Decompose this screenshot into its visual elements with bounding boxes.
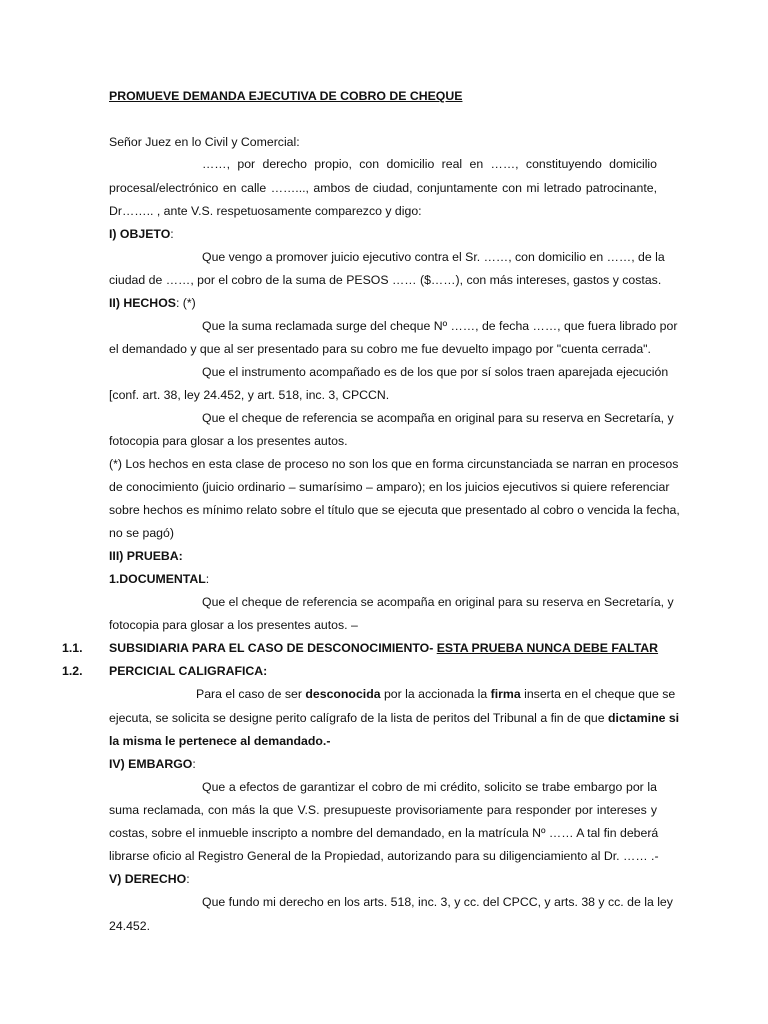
documental-heading — [109, 571, 657, 587]
hechos-line-4: [conf. art. 38, ley 24.452, y art. 518, inc. 3, CPCCN. — [109, 388, 390, 402]
hechos-line-2: el demandado y que al ser presentado para su cobro me fue devuelto impago por "cuenta cerrada". — [109, 342, 651, 356]
pericial-firma: firma — [490, 687, 521, 701]
hechos-line-5: Que el cheque de referencia se acompaña en original para su reserva en Secretaría, y — [202, 411, 674, 425]
item-1-1-text — [109, 640, 657, 656]
embargo-line-2: suma reclamada, con más la que V.S. presupueste provisoriamente para responder por intereses y — [109, 803, 657, 817]
derecho-heading-text: V) DERECHO — [109, 872, 187, 886]
pericial-line-1 — [196, 686, 676, 702]
pericial-line-2 — [109, 710, 680, 726]
embargo-heading-colon: : — [192, 757, 196, 771]
hechos-note-line-4: no se pagó) — [109, 526, 174, 540]
section-derecho-heading — [109, 871, 657, 887]
pericial-text-2a: ejecuta, se solicita se designe perito calígrafo de la lista de peritos del Tribunal a fin de que — [109, 711, 609, 725]
intro-line-1: ……, por derecho propio, con domicilio real en ……, constituyendo domicilio — [202, 157, 657, 171]
section-embargo-heading — [109, 756, 657, 772]
derecho-line-1: Que fundo mi derecho en los arts. 518, inc. 3, y cc. del CPCC, y arts. 38 y cc. de la ley — [202, 895, 673, 909]
section-hechos-heading — [109, 295, 657, 311]
item-1-2-number: 1.2. — [62, 664, 83, 678]
embargo-heading-text: IV) EMBARGO — [109, 757, 193, 771]
intro-line-2: procesal/electrónico en calle ……..., ambos de ciudad, conjuntamente con mi letrado patrocinante, — [109, 181, 657, 195]
document-title: PROMUEVE DEMANDA EJECUTIVA DE COBRO DE CHEQUE — [109, 89, 463, 103]
derecho-line-2: 24.452. — [109, 919, 151, 933]
item-1-2-text: PERCICIAL CALIGRAFICA: — [109, 664, 268, 678]
pericial-text-e: inserta en el cheque que se — [520, 687, 676, 701]
hechos-note-line-3: sobre hechos es mínimo relato sobre el título que se ejecuta que presentado al cobro o vencida la fecha, — [109, 503, 680, 517]
embargo-line-3: costas, sobre el inmueble inscripto a nombre del demandado, en la matrícula Nº …… A tal fin deberá — [109, 826, 659, 840]
pericial-line-3: la misma le pertenece al demandado.- — [109, 734, 331, 748]
embargo-line-1: Que a efectos de garantizar el cobro de mi crédito, solicito se trabe embargo por la — [202, 780, 657, 794]
section-prueba-heading: III) PRUEBA: — [109, 549, 183, 563]
documental-line-2: fotocopia para glosar a los presentes autos. – — [109, 618, 358, 632]
pericial-desconocida: desconocida — [305, 687, 381, 701]
hechos-line-6: fotocopia para glosar a los presentes autos. — [109, 434, 348, 448]
pericial-text-a: Para el caso de ser — [196, 687, 306, 701]
derecho-heading-colon: : — [186, 872, 190, 886]
objeto-heading-text: I) OBJETO — [109, 227, 171, 241]
objeto-line-1: Que vengo a promover juicio ejecutivo contra el Sr. ……, con domicilio en ……, de la — [202, 250, 665, 264]
hechos-line-3: Que el instrumento acompañado es de los que por sí solos traen aparejada ejecución — [202, 365, 669, 379]
hechos-note-line-1: (*) Los hechos en esta clase de proceso no son los que en forma circunstanciada se narran en procesos — [109, 457, 679, 471]
item-1-1-number: 1.1. — [62, 641, 83, 655]
pericial-dictamine: dictamine si — [608, 711, 680, 725]
item-1-1-warning: ESTA PRUEBA NUNCA DEBE FALTAR — [436, 641, 659, 655]
salutation: Señor Juez en lo Civil y Comercial: — [109, 135, 300, 149]
hechos-line-1: Que la suma reclamada surge del cheque Nº ……, de fecha ……, que fuera librado por — [202, 319, 678, 333]
documental-heading-colon: : — [205, 572, 210, 586]
objeto-heading-colon: : — [170, 227, 174, 241]
documental-line-1: Que el cheque de referencia se acompaña en original para su reserva en Secretaría, y — [202, 595, 674, 609]
embargo-line-4: librarse oficio al Registro General de la Propiedad, autorizando para su diligenciamiento al Dr. …… .- — [109, 849, 659, 863]
hechos-heading-suffix: : (*) — [175, 296, 196, 310]
objeto-line-2: ciudad de ……, por el cobro de la suma de PESOS …… ($……), con más intereses, gastos y costas. — [109, 273, 662, 287]
pericial-text-c: por la accionada la — [380, 687, 491, 701]
section-objeto-heading — [109, 226, 657, 242]
hechos-heading-text: II) HECHOS — [109, 296, 176, 310]
item-1-1-label: SUBSIDIARIA PARA EL CASO DE DESCONOCIMIENTO- — [109, 641, 437, 655]
hechos-note-line-2: de conocimiento (juicio ordinario – sumarísimo – amparo); en los juicios ejecutivos si quiere referenciar — [109, 480, 670, 494]
documental-heading-text: 1.DOCUMENTAL — [109, 572, 206, 586]
intro-line-3: Dr…….. , ante V.S. respetuosamente comparezco y digo: — [109, 204, 422, 218]
